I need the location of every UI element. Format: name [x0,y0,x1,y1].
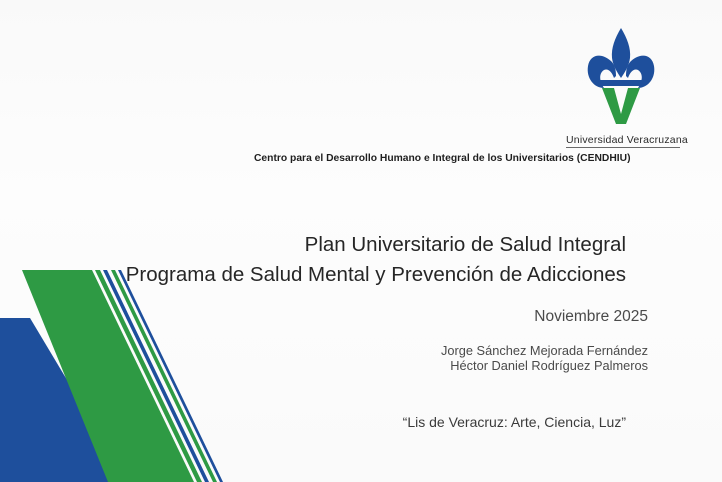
slide-title [126,230,626,290]
university-name: Universidad Veracruzana [566,134,688,146]
title-line-2: Programa de Salud Mental y Prevención de Adicciones [125,263,626,286]
presentation-date: Noviembre 2025 [534,308,648,325]
divider [566,147,680,148]
author-name: Héctor Daniel Rodríguez Palmeros [450,358,648,373]
fleur-de-lis-v-logo-icon [586,26,656,128]
university-logo [558,26,686,148]
center-name: Centro para el Desarrollo Humano e Integral de los Universitarios (CENDHIU) [254,153,631,164]
title-line-1: Plan Universitario de Salud Integral [304,233,626,256]
university-motto: “Lis de Veracruz: Arte, Ciencia, Luz” [402,414,626,430]
authors [441,343,648,373]
author-name: Jorge Sánchez Mejorada Fernández [440,343,648,358]
